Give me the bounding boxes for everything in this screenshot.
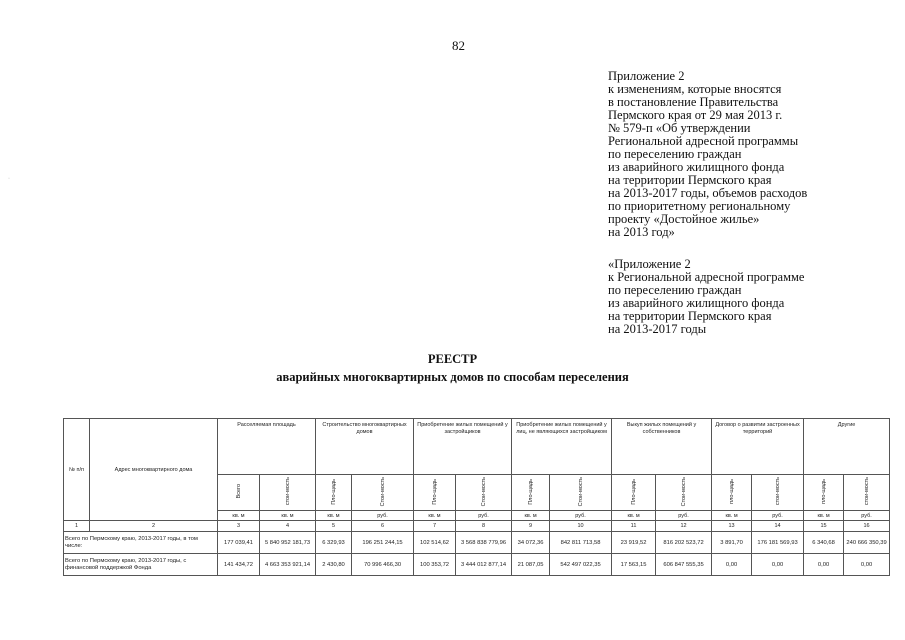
unit-cell: руб. — [656, 511, 712, 521]
group-header: Приобретение жилых помещений у застройщиков — [414, 419, 512, 475]
table-cell: 70 996 466,30 — [352, 554, 414, 576]
margin-mark: · — [8, 176, 10, 182]
column-number: 5 — [316, 521, 352, 532]
column-number: 6 — [352, 521, 414, 532]
unit-cell: руб. — [550, 511, 612, 521]
col-num-header: № п/п — [64, 419, 90, 521]
table-cell: 3 568 838 779,96 — [456, 532, 512, 554]
group-header: Строительство многоквартирных домов — [316, 419, 414, 475]
appendix-line: в постановление Правительства — [608, 95, 779, 109]
unit-cell: руб. — [456, 511, 512, 521]
unit-cell: кв. м — [804, 511, 844, 521]
appendix-line: Региональной адресной программы — [608, 134, 799, 148]
column-number: 3 — [218, 521, 260, 532]
unit-cell: руб. — [752, 511, 804, 521]
appendix-line: по переселению граждан — [608, 283, 742, 297]
table-cell: 5 840 952 181,73 — [260, 532, 316, 554]
appendix-header-amendment — [608, 70, 807, 239]
page-number: 82 — [452, 38, 465, 53]
unit-cell: кв. м — [612, 511, 656, 521]
unit-cell: кв. м — [712, 511, 752, 521]
unit-cell: кв. м — [512, 511, 550, 521]
table-row — [64, 554, 890, 576]
subheader-cell: стои-мость — [260, 475, 316, 511]
table-cell: 6 340,68 — [804, 532, 844, 554]
appendix-line: на территории Пермского края — [608, 173, 772, 187]
subheader-cell: Стои-мость — [352, 475, 414, 511]
subheader-cell: пло-щадь — [804, 475, 844, 511]
table-cell: 21 087,05 — [512, 554, 550, 576]
table-cell: 23 919,52 — [612, 532, 656, 554]
row-label: Всего по Пермскому краю, 2013-2017 годы, в том числе: — [64, 532, 218, 554]
group-header: Другие — [804, 419, 890, 475]
table-cell: 176 181 569,93 — [752, 532, 804, 554]
table-cell: 100 353,72 — [414, 554, 456, 576]
column-number: 12 — [656, 521, 712, 532]
group-header: Договор о развитии застроенных территорий — [712, 419, 804, 475]
unit-cell: кв. м — [414, 511, 456, 521]
column-number: 7 — [414, 521, 456, 532]
appendix-line: к Региональной адресной программе — [608, 270, 805, 284]
appendix-line: № 579-п «Об утверждении — [608, 121, 751, 135]
table-cell: 0,00 — [712, 554, 752, 576]
subheader-cell: Стои-мость — [456, 475, 512, 511]
table-cell: 177 039,41 — [218, 532, 260, 554]
column-number: 9 — [512, 521, 550, 532]
appendix-line: из аварийного жилищного фонда — [608, 160, 785, 174]
table-cell: 196 251 244,15 — [352, 532, 414, 554]
column-number: 15 — [804, 521, 844, 532]
unit-cell: кв. м — [218, 511, 260, 521]
subheader-cell: Стои-мость — [550, 475, 612, 511]
subheader-cell: Пло-щадь — [414, 475, 456, 511]
group-header: Расселяемая площадь — [218, 419, 316, 475]
subheader-cell: стои-мость — [752, 475, 804, 511]
column-number: 10 — [550, 521, 612, 532]
column-number: 2 — [90, 521, 218, 532]
appendix-line: на территории Пермского края — [608, 309, 772, 323]
table-cell: 240 666 350,39 — [844, 532, 890, 554]
column-number: 13 — [712, 521, 752, 532]
appendix-line: Приложение 2 — [608, 69, 685, 83]
table-cell: 0,00 — [804, 554, 844, 576]
unit-cell: руб. — [352, 511, 414, 521]
registry-table — [63, 418, 890, 576]
subheader-cell: пло-щадь — [712, 475, 752, 511]
table-cell: 34 072,36 — [512, 532, 550, 554]
subheader-cell: Стои-мость — [656, 475, 712, 511]
appendix-line: проекту «Достойное жилье» — [608, 212, 760, 226]
appendix-line: по переселению граждан — [608, 147, 742, 161]
table-cell: 0,00 — [752, 554, 804, 576]
table-cell: 606 847 555,35 — [656, 554, 712, 576]
table-cell: 141 434,72 — [218, 554, 260, 576]
appendix-line: на 2013-2017 годы — [608, 322, 707, 336]
column-number: 4 — [260, 521, 316, 532]
table-cell: 4 663 353 921,14 — [260, 554, 316, 576]
document-subtitle: аварийных многоквартирных домов по способам переселения — [276, 370, 629, 384]
unit-cell: руб. — [844, 511, 890, 521]
appendix-line: к изменениям, которые вносятся — [608, 82, 782, 96]
table-row — [64, 532, 890, 554]
subheader-cell: Пло-щадь — [612, 475, 656, 511]
column-number: 1 — [64, 521, 90, 532]
appendix-line: из аварийного жилищного фонда — [608, 296, 785, 310]
row-label: Всего по Пермскому краю, 2013-2017 годы, с финансовой поддержкой Фонда — [64, 554, 218, 576]
table-cell: 102 514,62 — [414, 532, 456, 554]
subheader-cell: Пло-щадь — [512, 475, 550, 511]
column-number: 14 — [752, 521, 804, 532]
table-cell: 3 891,70 — [712, 532, 752, 554]
column-number: 8 — [456, 521, 512, 532]
column-number: 16 — [844, 521, 890, 532]
table-cell: 0,00 — [844, 554, 890, 576]
group-header: Выкуп жилых помещений у собственников — [612, 419, 712, 475]
table-cell: 2 430,80 — [316, 554, 352, 576]
appendix-header-program — [608, 258, 804, 336]
group-header: Приобретение жилых помещений у лиц, не являющихся застройщиком — [512, 419, 612, 475]
appendix-line: по приоритетному региональному — [608, 199, 791, 213]
unit-cell: кв. м — [316, 511, 352, 521]
unit-cell: кв. м — [260, 511, 316, 521]
subheader-cell: стои-мость — [844, 475, 890, 511]
group-header-row — [64, 419, 890, 475]
appendix-line: на 2013 год» — [608, 225, 675, 239]
table-cell: 6 329,93 — [316, 532, 352, 554]
appendix-line: Пермского края от 29 мая 2013 г. — [608, 108, 783, 122]
appendix-line: «Приложение 2 — [608, 257, 691, 271]
document-title: РЕЕСТР — [427, 352, 478, 366]
table-cell: 17 563,15 — [612, 554, 656, 576]
subheader-cell: Всего — [218, 475, 260, 511]
table-cell: 542 497 022,35 — [550, 554, 612, 576]
table-cell: 816 202 523,72 — [656, 532, 712, 554]
column-number-row — [64, 521, 890, 532]
table-cell: 842 811 713,58 — [550, 532, 612, 554]
col-address-header: Адрес многоквартирного дома — [90, 419, 218, 521]
subheader-cell: Пло-щадь — [316, 475, 352, 511]
column-number: 11 — [612, 521, 656, 532]
appendix-line: на 2013-2017 годы, объемов расходов — [608, 186, 808, 200]
table-cell: 3 444 012 877,14 — [456, 554, 512, 576]
